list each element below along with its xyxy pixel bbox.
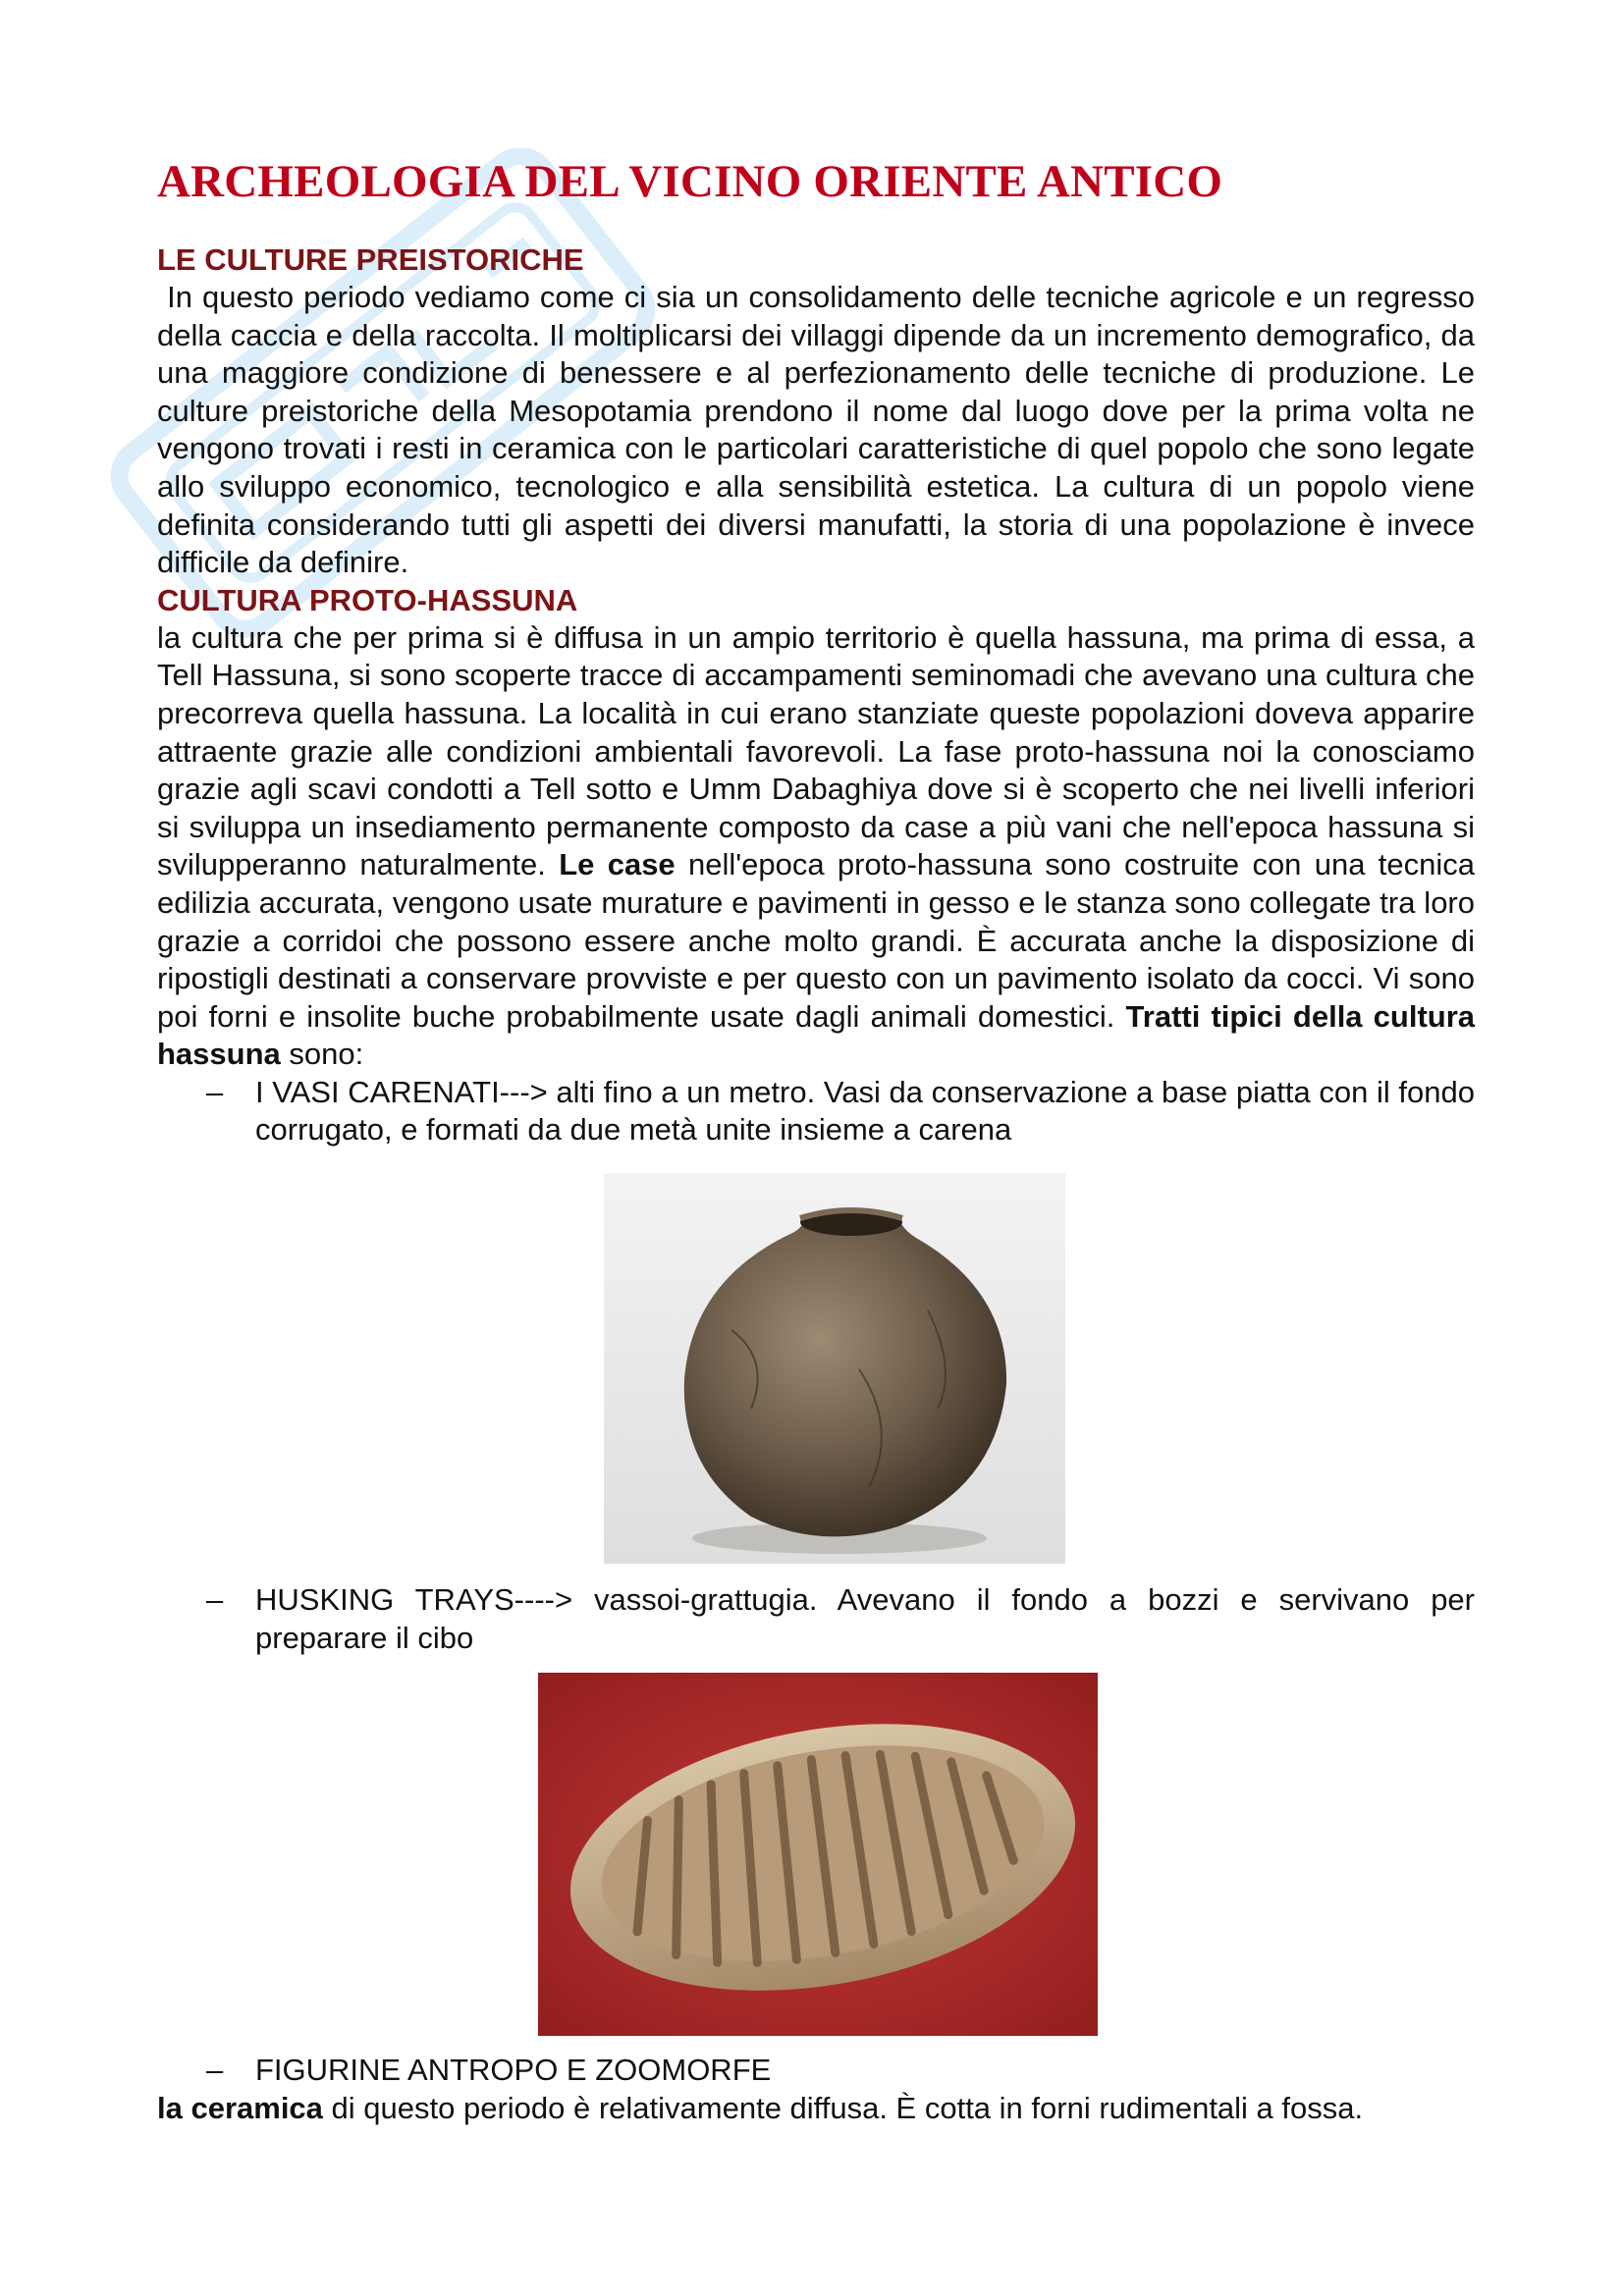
list-dash: –	[206, 2053, 224, 2088]
vase-photo	[604, 1173, 1065, 1564]
paragraph-proto-hassuna	[157, 619, 1475, 1074]
bold-tratti-tipici: Tratti tipici della cultura hassuna	[157, 998, 1476, 1072]
section-heading-culture-preistoriche: LE CULTURE PREISTORICHE	[157, 242, 584, 277]
list-item-text: I VASI CARENATI---> alti fino a un metro. Vasi da conservazione a base piatta con il fondo corrugato, e formati da due metà unite insieme a carena	[255, 1074, 1475, 1148]
list-item-text: FIGURINE ANTROPO E ZOOMORFE	[255, 2053, 772, 2088]
traits-list-end	[157, 2052, 1475, 2090]
list-item-text: HUSKING TRAYS----> vassoi-grattugia. Avevano il fondo a bozzi e servivano per preparare il cibo	[255, 1582, 1475, 1655]
list-item	[157, 1074, 1475, 1149]
text-segment: nell'epoca proto-hassuna sono costruite con una tecnica edilizia accurata, vengono usate murature e pavimenti in gesso e le stanza sono collegate tra loro grazie a corridoi che possono essere anche molto grandi. È accurata anche la disposizione di ripostigli destinati a conservare provviste e per questo con un pavimento isolato da cocci. Vi sono poi forni e insolite buche probabilmente usate dagli animali domestici.	[157, 847, 1475, 1034]
bold-le-case: Le case	[559, 847, 676, 882]
document-title: ARCHEOLOGIA DEL VICINO ORIENTE ANTICO	[157, 156, 1223, 207]
traits-list	[157, 1074, 1475, 1149]
husking-tray-photo	[538, 1673, 1098, 2036]
paragraph-ceramica	[157, 2090, 1475, 2128]
text-segment: la cultura che per prima si è diffusa in un ampio territorio è quella hassuna, ma prima di essa, a Tell Hassuna, si sono scoperte tracce di accampamenti seminomadi che avevano una cultura che precorreva quella hassuna. La località in cui erano stanziate queste popolazioni doveva apparire attraente grazie alle condizioni ambientali favorevoli. La fase proto-hassuna noi la conosciamo grazie agli scavi condotti a Tell sotto e Umm Dabaghiya dove si è scoperto che nei livelli inferiori si sviluppa un insediamento permanente composto da case a più vani che nell'epoca hassuna si svilupperanno naturalmente.	[157, 619, 1475, 882]
list-item	[157, 2052, 1475, 2090]
bold-la-ceramica: la ceramica	[157, 2090, 323, 2125]
list-dash: –	[206, 1582, 224, 1618]
text-segment: di questo periodo è relativamente diffusa. È cotta in forni rudimentali a fossa.	[322, 2090, 1364, 2125]
section-heading-proto-hassuna: CULTURA PROTO-HASSUNA	[157, 582, 578, 617]
list-item	[157, 1581, 1475, 1657]
document-page	[157, 155, 1484, 2127]
paragraph-culture-preistoriche: In questo periodo vediamo come ci sia un consolidamento delle tecniche agricole e un regresso della caccia e della raccolta. Il moltiplicarsi dei villaggi dipende da un incremento demografico, da una maggiore condizione di benessere e al perfezionamento delle tecniche di produzione. Le culture preistoriche della Mesopotamia prendono il nome dal luogo dove per la prima volta ne vengono trovati i resti in ceramica con le particolari caratteristiche di quel popolo che sono legate allo sviluppo economico, tecnologico e alla sensibilità estetica. La cultura di un popolo viene definita considerando tutti gli aspetti dei diversi manufatti, la storia di una popolazione è invece difficile da definire.	[157, 280, 1484, 580]
traits-list-continued	[157, 1581, 1475, 1657]
list-dash: –	[206, 1074, 224, 1109]
text-segment: sono:	[280, 1037, 364, 1072]
